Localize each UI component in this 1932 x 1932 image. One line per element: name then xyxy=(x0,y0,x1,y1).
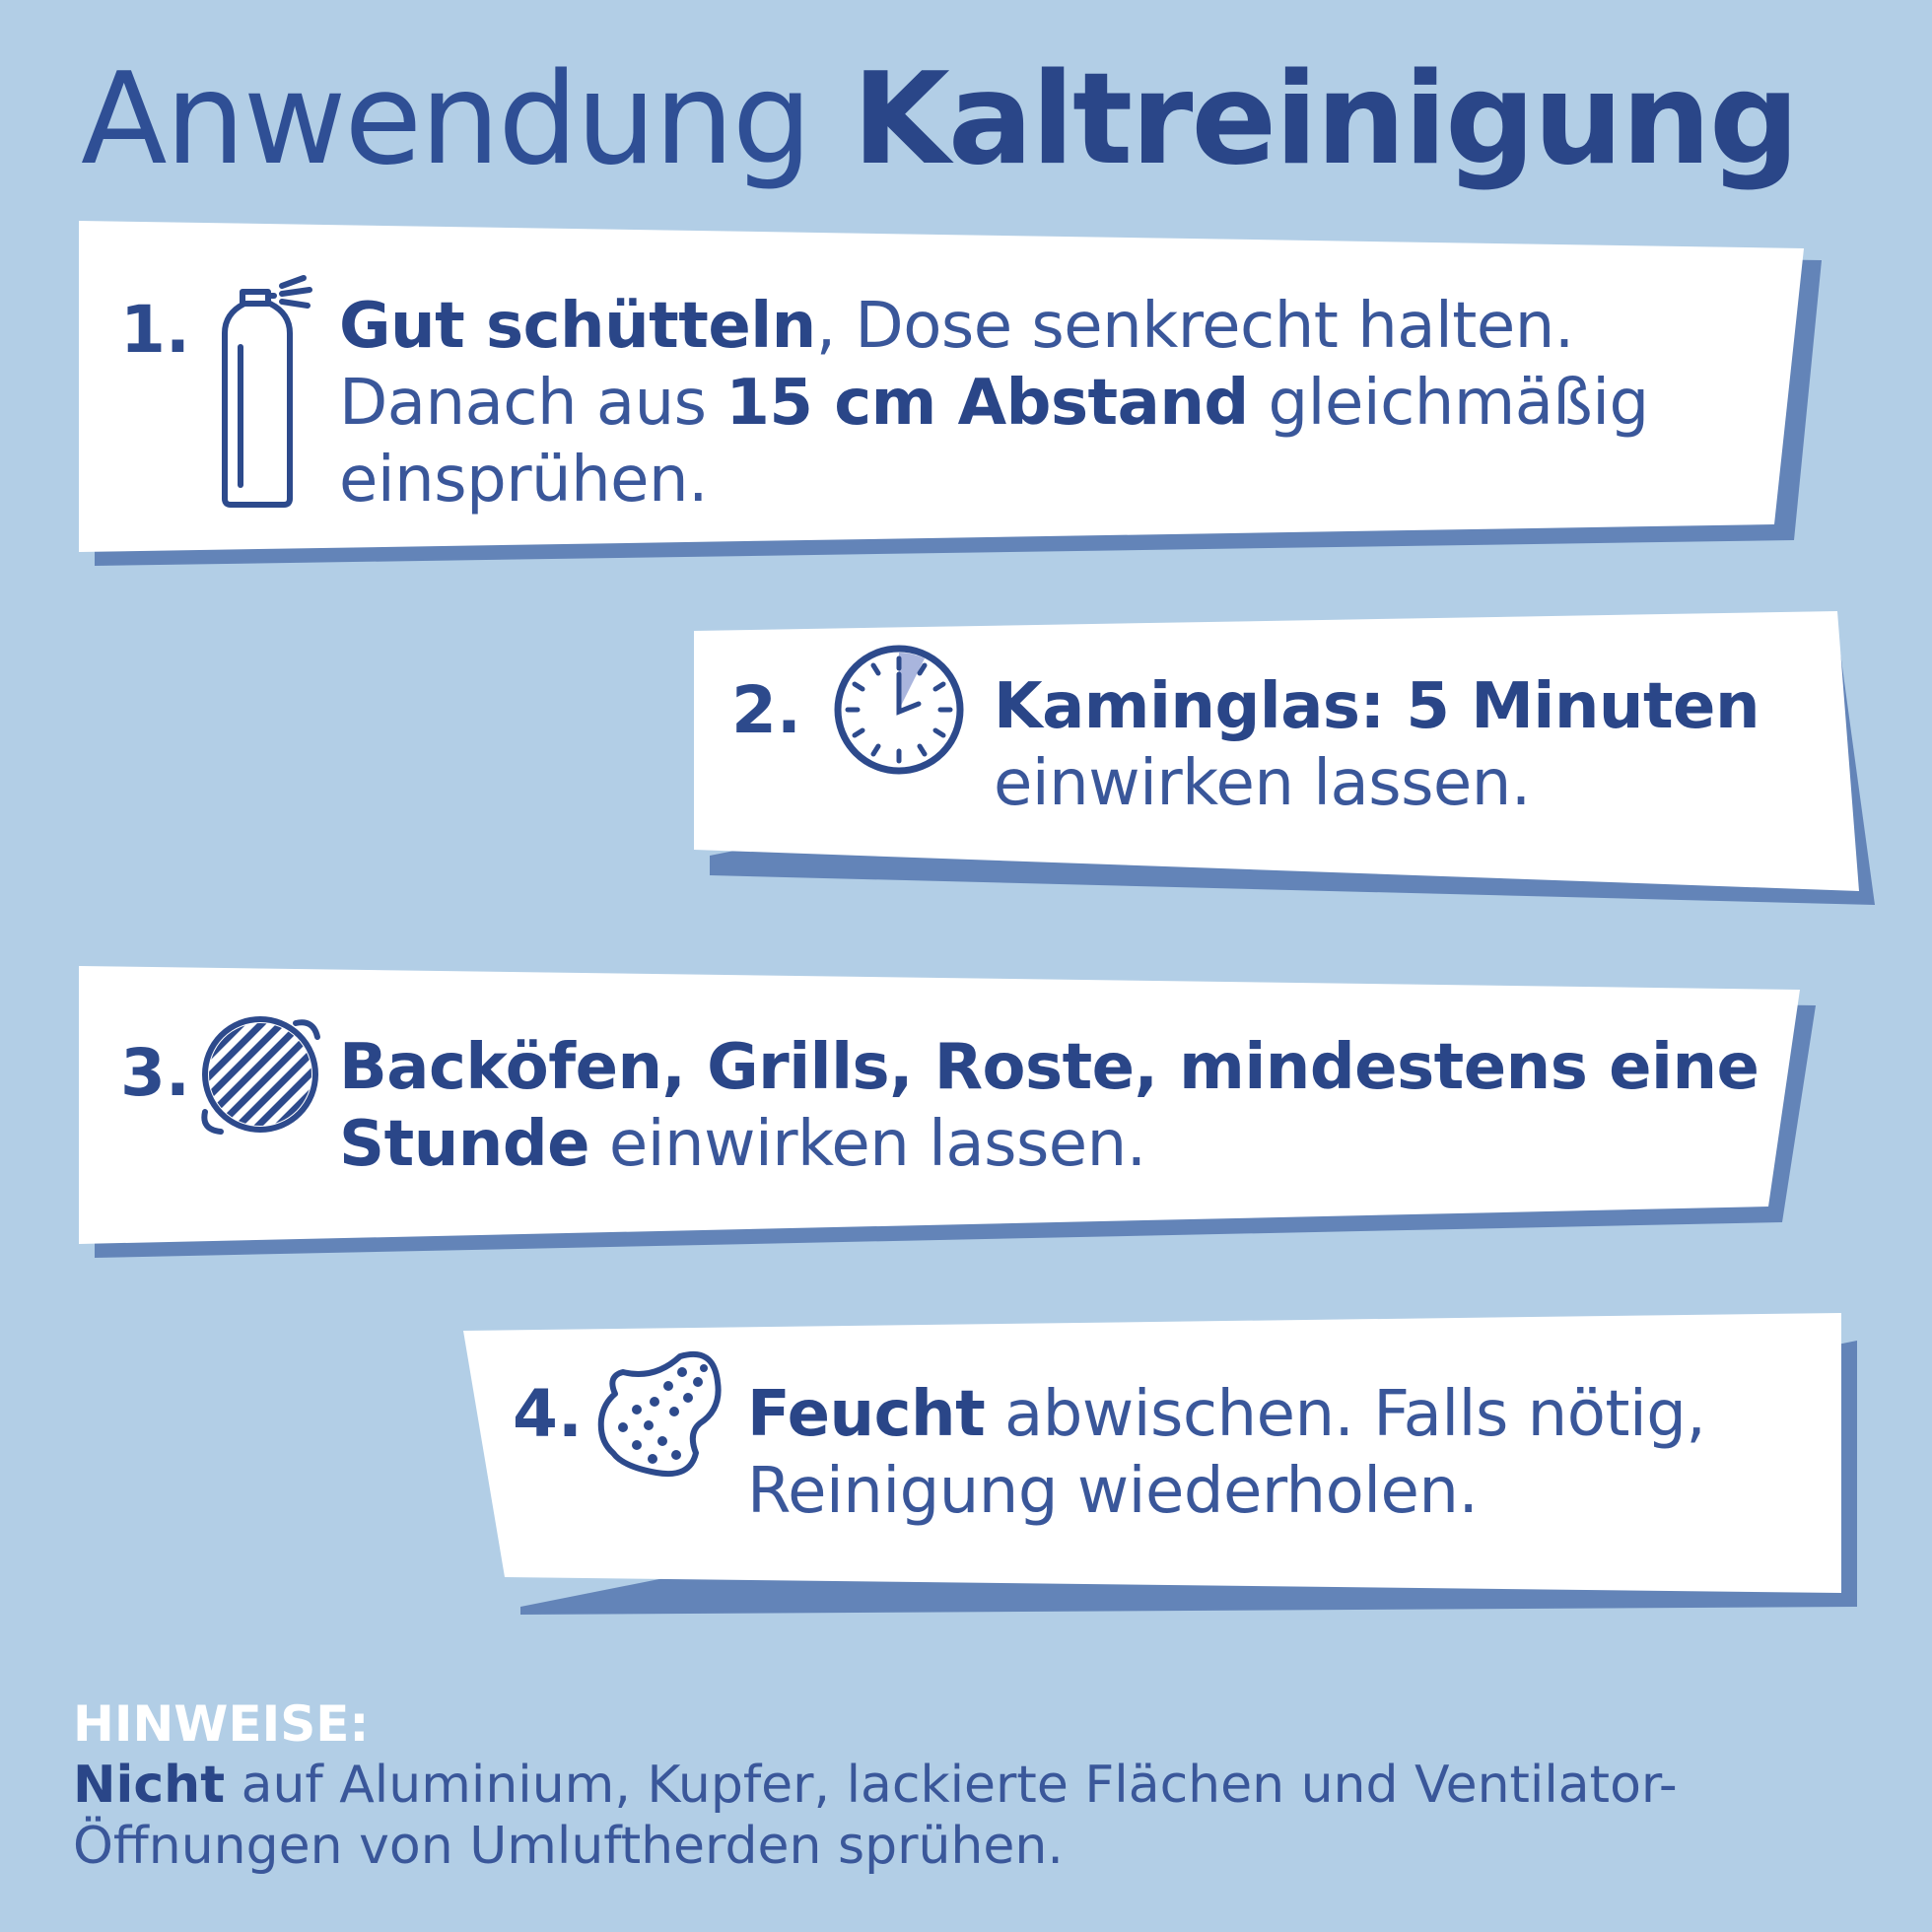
step-1-line-1 xyxy=(339,288,1649,365)
step-1-bold-1: Gut schütteln xyxy=(339,290,816,363)
page-title xyxy=(81,46,1798,193)
title-bold: Kaltreinigung xyxy=(852,46,1798,193)
step-card-1 xyxy=(77,219,1831,574)
step-4-text-2: Reinigung wiederholen. xyxy=(747,1455,1479,1528)
step-2-line-2 xyxy=(994,745,1760,822)
grill-grate-icon xyxy=(197,1009,327,1139)
step-card-3 xyxy=(77,964,1831,1266)
clock-icon xyxy=(830,641,968,779)
step-2-text-1: einwirken lassen. xyxy=(994,747,1531,820)
step-4-text xyxy=(747,1376,1705,1530)
title-light: Anwendung xyxy=(81,46,810,193)
step-number-3: 3. xyxy=(120,1035,190,1111)
step-number-1: 1. xyxy=(120,292,190,368)
step-3-bold-2: Stunde xyxy=(339,1108,590,1181)
step-1-text-1: , Dose senkrecht halten. xyxy=(815,290,1574,363)
step-card-4 xyxy=(461,1311,1861,1613)
step-4-bold-1: Feucht xyxy=(747,1378,986,1451)
hints-line-1 xyxy=(73,1755,1678,1816)
step-number-2: 2. xyxy=(731,672,801,748)
step-4-line-1 xyxy=(747,1376,1705,1453)
step-3-text-1: einwirken lassen. xyxy=(589,1108,1146,1181)
step-1-line-2 xyxy=(339,365,1649,442)
step-3-line-2 xyxy=(339,1106,1759,1183)
step-3-bold-1: Backöfen, Grills, Roste, mindestens eine xyxy=(339,1031,1760,1104)
step-number-4: 4. xyxy=(513,1376,583,1452)
hints-heading: HINWEISE: xyxy=(73,1695,370,1753)
step-1-bold-2: 15 cm Abstand xyxy=(725,367,1249,440)
step-1-text-2: Danach aus xyxy=(339,367,726,440)
step-1-text xyxy=(339,288,1649,518)
step-2-line-1 xyxy=(994,668,1760,745)
step-1-text-3: gleichmäßig xyxy=(1248,367,1649,440)
hints-text-1: auf Aluminium, Kupfer, lackierte Flächen und Ventilator- xyxy=(225,1756,1678,1815)
spray-can-icon xyxy=(217,274,315,511)
hints-section xyxy=(73,1693,1678,1877)
step-2-bold-1: Kaminglas: 5 Minuten xyxy=(994,670,1760,743)
sponge-icon xyxy=(593,1350,722,1479)
step-3-text xyxy=(339,1029,1759,1183)
hints-bold: Nicht xyxy=(73,1756,226,1815)
step-3-line-1 xyxy=(339,1029,1759,1106)
step-1-text-4: einsprühen. xyxy=(339,444,708,517)
step-4-line-2 xyxy=(747,1453,1705,1530)
step-2-text xyxy=(994,668,1760,822)
step-4-text-1: abwischen. Falls nötig, xyxy=(985,1378,1706,1451)
step-1-line-3 xyxy=(339,442,1649,518)
step-card-2 xyxy=(692,609,1875,911)
hints-line-2: Öffnungen von Umluftherden sprühen. xyxy=(73,1817,1064,1876)
